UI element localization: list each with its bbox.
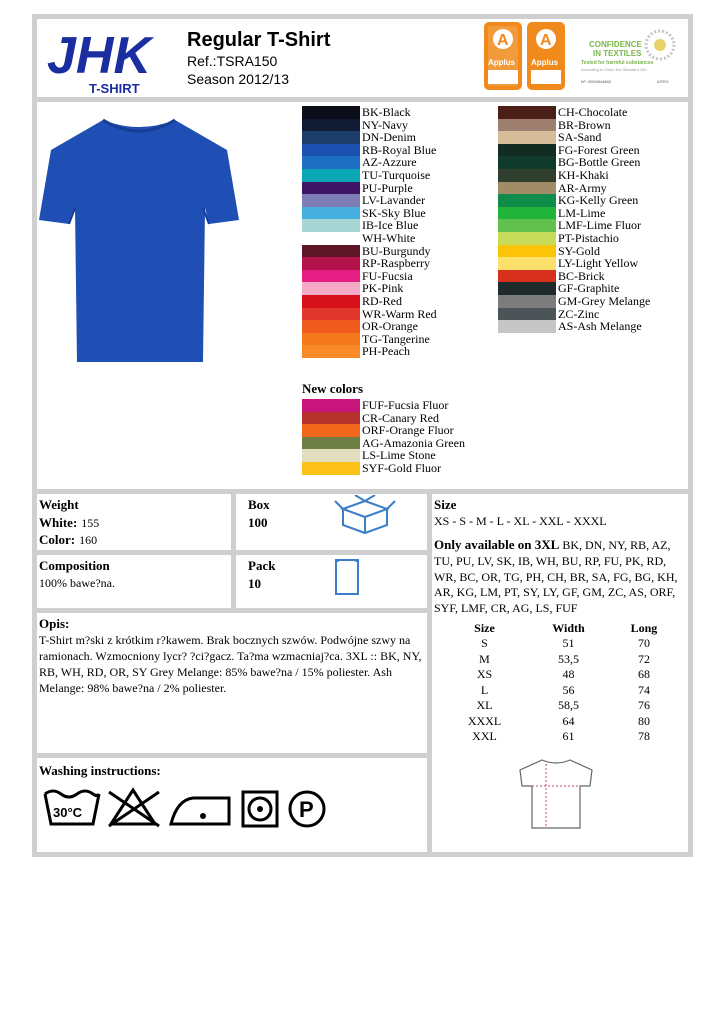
color-label: GM-Grey Melange bbox=[558, 293, 651, 308]
size-table-cell: XXL bbox=[472, 729, 497, 744]
svg-text:According to Oeko-Tex Standard: According to Oeko-Tex Standard 100 bbox=[581, 67, 647, 72]
color-swatch bbox=[498, 182, 556, 195]
weight-white: White: 155 bbox=[39, 515, 100, 530]
color-label: RB-Royal Blue bbox=[362, 142, 437, 157]
size-table-cell: 64 bbox=[562, 713, 575, 728]
color-swatch bbox=[302, 245, 360, 258]
color-swatch bbox=[302, 182, 360, 195]
color-item bbox=[498, 169, 650, 182]
composition-title: Composition bbox=[39, 558, 110, 573]
color-swatch bbox=[302, 207, 360, 220]
size-table-cell: L bbox=[480, 682, 489, 697]
size-table-cell: 53,5 bbox=[557, 651, 579, 666]
size-table-row bbox=[442, 683, 678, 699]
color-item bbox=[302, 257, 437, 270]
color-label: AG-Amazonia Green bbox=[362, 435, 465, 450]
wash-30-icon bbox=[45, 791, 99, 824]
color-swatch bbox=[302, 156, 360, 169]
color-swatch bbox=[498, 207, 556, 220]
size-table-cell: 61 bbox=[562, 729, 575, 744]
color-swatch bbox=[498, 219, 556, 232]
color-swatch bbox=[498, 119, 556, 132]
color-swatch bbox=[498, 257, 556, 270]
color-label: FG-Forest Green bbox=[558, 142, 640, 157]
color-item bbox=[498, 232, 650, 245]
color-label: LY-Light Yellow bbox=[558, 256, 639, 271]
applus-badge-1 bbox=[484, 22, 522, 90]
svg-text:AITEX: AITEX bbox=[657, 79, 669, 84]
color-swatch bbox=[302, 232, 360, 245]
color-item bbox=[302, 462, 465, 475]
color-item bbox=[302, 295, 437, 308]
color-swatch bbox=[498, 320, 556, 333]
color-swatch bbox=[498, 245, 556, 258]
size-panel bbox=[432, 494, 688, 852]
no-bleach-icon bbox=[109, 790, 159, 826]
logo-sub-text: T-SHIRT bbox=[89, 81, 140, 96]
size-table-cell: 51 bbox=[562, 636, 575, 651]
size-table-cell: XXXL bbox=[467, 713, 502, 728]
new-colors-title: New colors bbox=[302, 381, 364, 396]
color-item bbox=[302, 106, 437, 119]
color-label: NY-Navy bbox=[362, 117, 408, 132]
box-title: Box bbox=[248, 497, 270, 512]
color-label: KG-Kelly Green bbox=[558, 193, 639, 208]
color-label: RD-Red bbox=[362, 293, 402, 308]
size-table-cell: 56 bbox=[562, 682, 575, 697]
color-label: SY-Gold bbox=[558, 243, 601, 258]
size-table-row bbox=[442, 667, 678, 683]
color-swatch bbox=[498, 106, 556, 119]
color-label: AS-Ash Melange bbox=[558, 319, 642, 334]
tshirt-measure-diagram bbox=[516, 756, 596, 832]
color-swatch bbox=[302, 449, 360, 462]
color-item bbox=[498, 194, 650, 207]
svg-text:Tested for harmful substances: Tested for harmful substances bbox=[581, 60, 654, 66]
iron-low-icon bbox=[171, 798, 229, 824]
size-table-cell: 76 bbox=[637, 698, 650, 713]
size-table-header: Long bbox=[630, 621, 658, 635]
dry-clean-p-icon bbox=[290, 792, 324, 826]
svg-text:A: A bbox=[497, 32, 509, 49]
color-swatch bbox=[302, 333, 360, 346]
size-table-cell: XS bbox=[476, 667, 493, 682]
color-swatch bbox=[302, 345, 360, 358]
box-icon bbox=[333, 495, 397, 535]
size-table-cell: 68 bbox=[637, 667, 650, 682]
size-title: Size bbox=[434, 497, 457, 512]
size-availability: Only available on 3XL BK, DN, NY, RB, AZ, TU, PU, LV, SK, IB, WH, BU, RP, FU, PK, RD, WR, BC, OR, TG, PH, CH, BR, SA, FG, BG, KH, AR, KG, LM, PT, SY, LY, GF, GM, ZC, AS, ORF, SYF, LMF, CR, AG, LS, FUF bbox=[434, 537, 678, 616]
opis-text: T-Shirt m?ski z krótkim r?kawem. Brak bocznych szwów. Podwójne szwy na ramionach. Wzmocniony lycr? ?ci?gacz. Ta?ma wzmacniaj?ca. 3XL :: BK, NY, RB, WH, RD, OR, SY Grey Melange: 85% bawe?na / 15% poliester. Ash Melange: 98% bawe?na / 2% poliester. bbox=[39, 633, 422, 695]
color-label: FU-Fucsia bbox=[362, 268, 413, 283]
color-swatch bbox=[498, 295, 556, 308]
color-swatch bbox=[498, 169, 556, 182]
color-swatch bbox=[302, 320, 360, 333]
size-table-row bbox=[442, 636, 678, 652]
svg-text:Applus: Applus bbox=[531, 58, 559, 67]
color-swatch bbox=[498, 270, 556, 283]
product-season: Season 2012/13 bbox=[187, 71, 289, 87]
svg-text:IN TEXTILES: IN TEXTILES bbox=[593, 49, 642, 58]
color-label: BK-Black bbox=[362, 105, 411, 119]
color-item bbox=[302, 131, 437, 144]
color-item bbox=[302, 345, 437, 358]
color-label: SA-Sand bbox=[558, 130, 602, 145]
color-swatch bbox=[302, 308, 360, 321]
composition-value: 100% bawe?na. bbox=[39, 576, 115, 590]
color-item bbox=[302, 424, 465, 437]
washing-icons bbox=[43, 786, 333, 830]
size-table-header: Width bbox=[552, 621, 585, 635]
color-swatch bbox=[498, 156, 556, 169]
color-label: CR-Canary Red bbox=[362, 410, 439, 425]
size-table-cell: 48 bbox=[562, 667, 575, 682]
size-table-cell: S bbox=[481, 636, 488, 651]
pack-value: 10 bbox=[248, 576, 261, 591]
color-swatch bbox=[302, 219, 360, 232]
tumble-dry-low-icon bbox=[243, 792, 277, 826]
color-label: BG-Bottle Green bbox=[558, 155, 641, 170]
svg-text:Applus: Applus bbox=[488, 58, 516, 67]
color-label: RP-Raspberry bbox=[362, 256, 430, 271]
color-swatch bbox=[498, 232, 556, 245]
color-swatch bbox=[302, 194, 360, 207]
color-item bbox=[302, 399, 465, 412]
color-label: OR-Orange bbox=[362, 319, 418, 334]
color-label: AR-Army bbox=[558, 180, 607, 195]
color-label: WH-White bbox=[362, 230, 416, 245]
spec-sheet bbox=[32, 14, 693, 857]
size-table-cell: 58,5 bbox=[557, 698, 579, 713]
weight-box-panel bbox=[37, 494, 427, 550]
size-table-cell: 70 bbox=[637, 636, 650, 651]
color-item bbox=[302, 320, 437, 333]
svg-text:A: A bbox=[540, 32, 552, 49]
color-label: AZ-Azzure bbox=[362, 155, 417, 170]
color-label: LS-Lime Stone bbox=[362, 448, 436, 463]
washing-title: Washing instructions: bbox=[39, 763, 161, 778]
color-label: BR-Brown bbox=[558, 117, 611, 132]
color-label: LMF-Lime Fluor bbox=[558, 218, 641, 233]
color-swatch bbox=[302, 462, 360, 475]
color-swatch bbox=[302, 270, 360, 283]
color-swatch bbox=[302, 399, 360, 412]
size-table-cell: XL bbox=[476, 698, 493, 713]
color-swatch bbox=[302, 106, 360, 119]
product-ref: Ref.:TSRA150 bbox=[187, 53, 278, 69]
color-label: KH-Khaki bbox=[558, 167, 609, 182]
color-item bbox=[302, 169, 437, 182]
size-table-cell: 78 bbox=[637, 729, 650, 744]
size-table-row bbox=[442, 652, 678, 668]
header bbox=[37, 19, 688, 97]
opis-title: Opis: bbox=[39, 616, 70, 631]
color-swatch bbox=[302, 169, 360, 182]
color-label: BC-Brick bbox=[558, 268, 605, 283]
color-swatch bbox=[302, 437, 360, 450]
color-swatch bbox=[302, 119, 360, 132]
color-swatch bbox=[302, 295, 360, 308]
color-label: PU-Purple bbox=[362, 180, 413, 195]
jhk-logo bbox=[45, 27, 165, 97]
color-swatch bbox=[498, 194, 556, 207]
box-value: 100 bbox=[248, 515, 268, 530]
color-swatch bbox=[302, 424, 360, 437]
color-label: DN-Denim bbox=[362, 130, 416, 145]
color-label: PH-Peach bbox=[362, 344, 410, 359]
applus-badge-2 bbox=[527, 22, 565, 90]
color-list-new bbox=[302, 399, 465, 475]
svg-text:Nº: 2009AN4682: Nº: 2009AN4682 bbox=[581, 79, 611, 84]
color-swatch bbox=[302, 144, 360, 157]
color-label: IB-Ice Blue bbox=[362, 218, 419, 233]
color-label: WR-Warm Red bbox=[362, 306, 437, 321]
color-swatch bbox=[302, 257, 360, 270]
color-label: SK-Sky Blue bbox=[362, 205, 426, 220]
pack-title: Pack bbox=[248, 558, 276, 573]
color-swatch bbox=[498, 308, 556, 321]
product-title: Regular T-Shirt bbox=[187, 29, 331, 51]
size-table-row bbox=[442, 729, 678, 745]
svg-text:30°C: 30°C bbox=[53, 805, 83, 820]
size-table-row bbox=[442, 698, 678, 714]
size-table-cell: 80 bbox=[637, 713, 650, 728]
colors-panel bbox=[37, 102, 688, 489]
color-list-right bbox=[498, 106, 650, 333]
composition-pack-panel bbox=[37, 555, 427, 608]
color-swatch bbox=[498, 282, 556, 295]
size-table bbox=[442, 621, 678, 745]
size-table-cell: M bbox=[479, 651, 490, 666]
oeko-tex-label bbox=[575, 25, 683, 89]
svg-text:CONFIDENCE: CONFIDENCE bbox=[589, 40, 642, 49]
color-swatch bbox=[302, 412, 360, 425]
weight-title: Weight bbox=[39, 497, 79, 512]
color-swatch bbox=[498, 144, 556, 157]
size-table-cell: 74 bbox=[637, 682, 650, 697]
color-label: GF-Graphite bbox=[558, 281, 620, 296]
color-item bbox=[498, 257, 650, 270]
color-label: PT-Pistachio bbox=[558, 230, 619, 245]
color-label: CH-Chocolate bbox=[558, 105, 628, 119]
pack-icon bbox=[334, 558, 360, 596]
color-swatch bbox=[302, 282, 360, 295]
opis-panel bbox=[37, 613, 427, 753]
color-label: LM-Lime bbox=[558, 205, 606, 220]
color-label: SYF-Gold Fluor bbox=[362, 460, 442, 475]
svg-text:P: P bbox=[299, 797, 314, 822]
color-list-left bbox=[302, 106, 437, 358]
color-item bbox=[302, 232, 437, 245]
color-swatch bbox=[302, 131, 360, 144]
color-label: BU-Burgundy bbox=[362, 243, 431, 258]
color-label: ZC-Zinc bbox=[558, 306, 600, 321]
color-label: FUF-Fucsia Fluor bbox=[362, 398, 449, 412]
color-label: ORF-Orange Fluor bbox=[362, 423, 454, 438]
size-table-cell: 72 bbox=[637, 651, 650, 666]
washing-panel bbox=[37, 758, 427, 852]
color-swatch bbox=[498, 131, 556, 144]
size-range: XS - S - M - L - XL - XXL - XXXL bbox=[434, 514, 607, 528]
color-item bbox=[302, 194, 437, 207]
color-label: TU-Turquoise bbox=[362, 167, 431, 182]
color-item bbox=[498, 295, 650, 308]
tshirt-image bbox=[39, 112, 239, 362]
size-table-row bbox=[442, 714, 678, 730]
color-item bbox=[498, 131, 650, 144]
color-item bbox=[498, 320, 650, 333]
weight-color: Color: 160 bbox=[39, 532, 98, 547]
color-item bbox=[498, 106, 650, 119]
color-label: PK-Pink bbox=[362, 281, 404, 296]
color-label: TG-Tangerine bbox=[362, 331, 430, 346]
size-table-header: Size bbox=[474, 621, 495, 635]
color-label: LV-Lavander bbox=[362, 193, 426, 208]
logo-brand-text: JHK bbox=[47, 27, 152, 85]
